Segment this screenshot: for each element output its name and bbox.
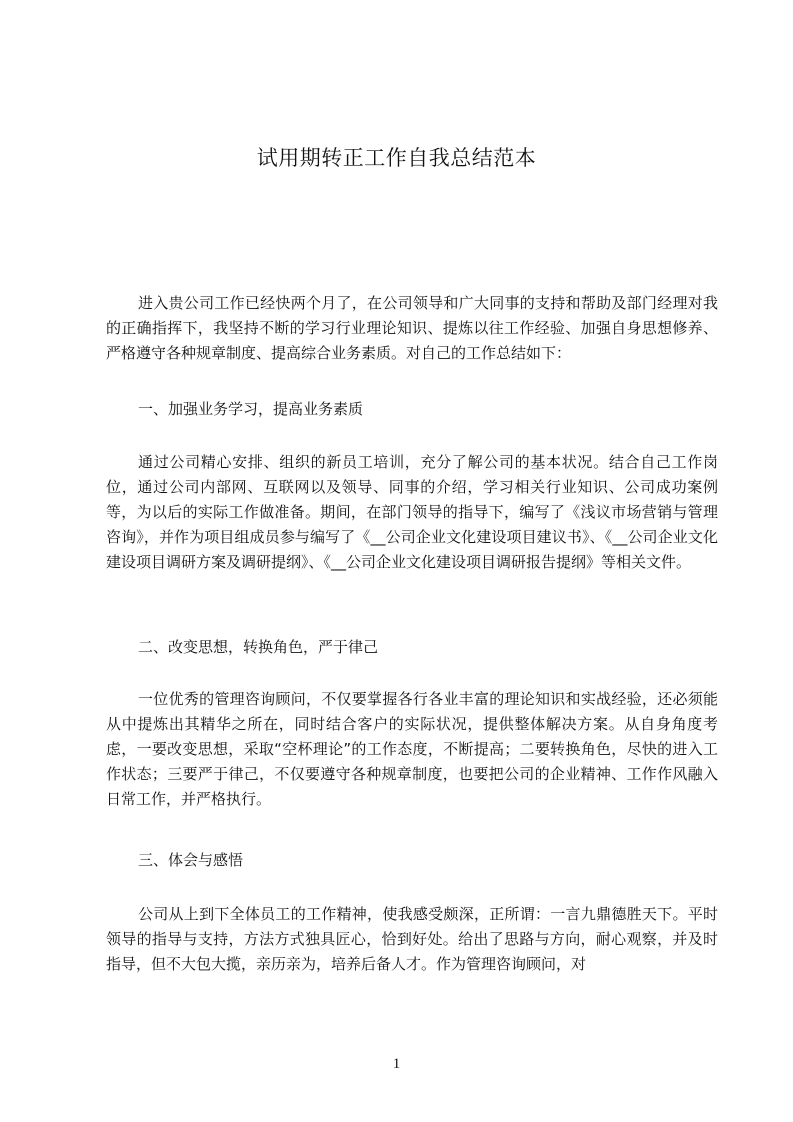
section-body-2: 一位优秀的管理咨询顾问，不仅要掌握各行各业丰富的理论知识和实战经验，还必须能从中提炼出其精华之所在，同时结合客户的实际状况，提供整体解决方案。从自身角度考虑，一要改变思想，采取“空杯理论”的工作态度，不断提高；二要转换角色，尽快的进入工作状态；三要严于律己，不仅要遵守各种规章制度，也要把公司的企业精神、工作作风融入日常工作，并严格执行。 [106, 690, 718, 808]
section-heading-1: 一、加强业务学习，提高业务素质 [138, 400, 364, 418]
document-title: 试用期转正工作自我总结范本 [256, 146, 537, 170]
intro-paragraph: 进入贵公司工作已经快两个月了，在公司领导和广大同事的支持和帮助及部门经理对我的正确指挥下，我坚持不断的学习行业理论知识、提炼以往工作经验、加强自身思想修养、严格遵守各种规章制度、提高综合业务素质。对自己的工作总结如下： [106, 294, 718, 362]
section-heading-3: 三、体会与感悟 [138, 851, 244, 869]
page-number: 1 [392, 1056, 401, 1072]
section-heading-2: 二、改变思想，转换角色，严于律己 [138, 638, 379, 656]
section-body-3: 公司从上到下全体员工的工作精神，使我感受颇深，正所谓：一言九鼎德胜天下。平时领导的指导与支持，方法方式独具匠心，恰到好处。给出了思路与方向，耐心观察，并及时指导，但不大包大揽，亲历亲为，培养后备人才。作为管理咨询顾问，对 [106, 905, 718, 973]
section-body-1: 通过公司精心安排、组织的新员工培训，充分了解公司的基本状况。结合自己工作岗位，通过公司内部网、互联网以及领导、同事的介绍，学习相关行业知识、公司成功案例等，为以后的实际工作做准备。期间，在部门领导的指导下，编写了《浅议市场营销与管理咨询》，并作为项目组成员参与编写了《__公司企业文化建设项目建议书》、《__公司企业文化建设项目调研方案及调研提纲》、《__公司企业文化建设项目调研报告提纲》等相关文件。 [106, 453, 718, 571]
